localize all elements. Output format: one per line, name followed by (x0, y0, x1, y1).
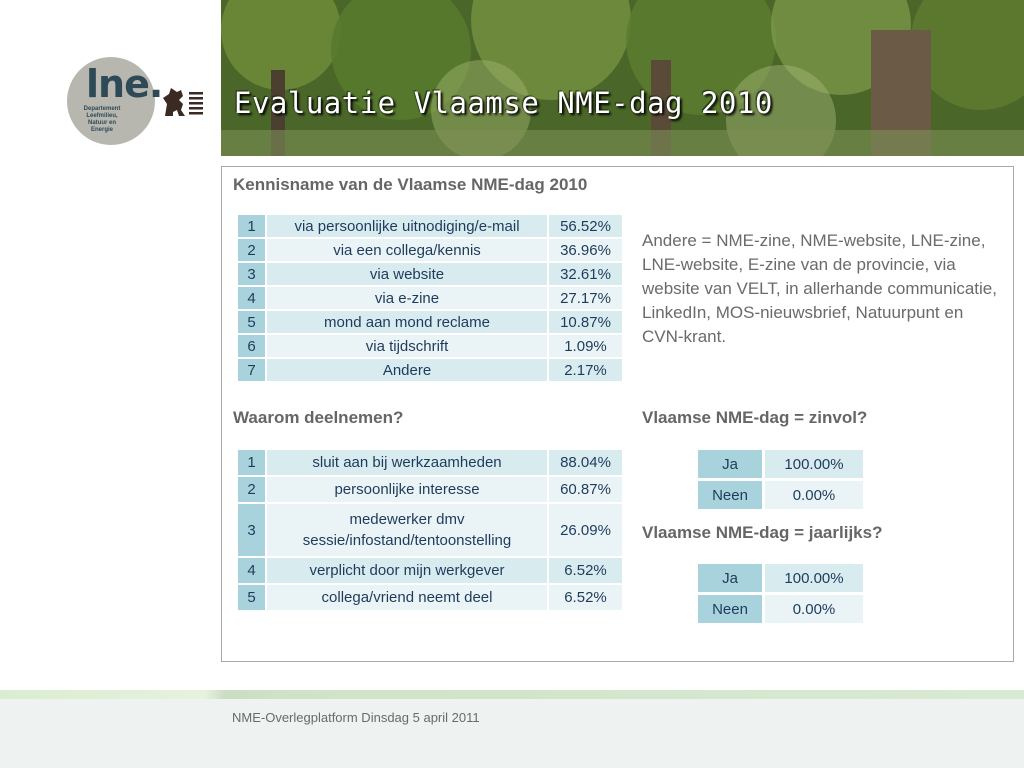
table-row (238, 450, 622, 475)
label-cell: persoonlijke interesse (267, 477, 547, 502)
footer-text: NME-Overlegplatform Dinsdag 5 april 2011 (232, 710, 480, 725)
tree-banner-image (221, 0, 1024, 156)
percent-cell: 6.52% (549, 558, 622, 583)
table-row (238, 335, 622, 357)
answer-key-cell: Ja (698, 450, 762, 478)
answer-key-cell: Neen (698, 595, 762, 623)
label-cell: mond aan mond reclame (267, 311, 547, 333)
andere-note: Andere = NME-zine, NME-website, LNE-zine, LNE-website, E-zine van de provincie, via website van VELT, in allerhande communicatie, LinkedIn, MOS-nieuwsbrief, Natuurpunt en CVN-krant. (642, 231, 997, 346)
footer-stripe (0, 690, 1024, 699)
percent-cell: 2.17% (549, 359, 622, 381)
table-row (698, 481, 863, 509)
label-cell: via persoonlijke uitnodiging/e-mail (267, 215, 547, 237)
table-row (698, 595, 863, 623)
section-title-kennisname: Kennisname van de Vlaamse NME-dag 2010 (233, 175, 588, 194)
table-row (238, 287, 622, 309)
waarom-table (236, 448, 624, 612)
percent-cell: 32.61% (549, 263, 622, 285)
label-cell: via tijdschrift (267, 335, 547, 357)
table-row (238, 558, 622, 583)
section-title-jaarlijks: Vlaamse NME-dag = jaarlijks? (642, 523, 883, 542)
table-row (238, 263, 622, 285)
percent-cell: 36.96% (549, 239, 622, 261)
answer-key-cell: Neen (698, 481, 762, 509)
percent-cell: 60.87% (549, 477, 622, 502)
logo-subtitle-line: Leefmilieu, (86, 113, 118, 119)
label-cell: medewerker dmv sessie/infostand/tentoonstelling (267, 504, 547, 556)
logo-subtitle-line: Natuur en (87, 120, 116, 126)
answer-value-cell: 0.00% (765, 595, 863, 623)
kennisname-table (236, 213, 624, 383)
table-row (238, 585, 622, 610)
section-title-zinvol: Vlaamse NME-dag = zinvol? (642, 408, 868, 427)
rank-cell: 4 (238, 558, 265, 583)
table-row (238, 477, 622, 502)
rank-cell: 4 (238, 287, 265, 309)
table-row (238, 215, 622, 237)
rank-cell: 1 (238, 450, 265, 475)
logo-subtitle-line: Departement (83, 106, 121, 112)
table-row (238, 359, 622, 381)
percent-cell: 10.87% (549, 311, 622, 333)
lne-logo-text: lne. (86, 62, 163, 106)
answer-value-cell: 100.00% (765, 564, 863, 592)
section-title-waarom: Waarom deelnemen? (233, 408, 404, 427)
rank-cell: 6 (238, 335, 265, 357)
label-cell: Andere (267, 359, 547, 381)
rank-cell: 2 (238, 239, 265, 261)
rank-cell: 5 (238, 585, 265, 610)
label-cell: via een collega/kennis (267, 239, 547, 261)
percent-cell: 1.09% (549, 335, 622, 357)
label-cell: sluit aan bij werkzaamheden (267, 450, 547, 475)
slide-header (0, 0, 1024, 156)
percent-cell: 6.52% (549, 585, 622, 610)
rank-cell: 3 (238, 263, 265, 285)
table-row (238, 311, 622, 333)
jaarlijks-table (695, 561, 866, 626)
logo-subtitle-line: Energie (90, 127, 113, 133)
answer-key-cell: Ja (698, 564, 762, 592)
percent-cell: 26.09% (549, 504, 622, 556)
label-cell: via website (267, 263, 547, 285)
label-cell: via e-zine (267, 287, 547, 309)
rank-cell: 7 (238, 359, 265, 381)
lne-logo-subtitle (80, 106, 124, 134)
table-row (238, 504, 622, 556)
rank-cell: 5 (238, 311, 265, 333)
label-cell: collega/vriend neemt deel (267, 585, 547, 610)
answer-value-cell: 100.00% (765, 450, 863, 478)
table-row (698, 564, 863, 592)
zinvol-table (695, 447, 866, 512)
flemish-lion-icon (161, 86, 207, 120)
percent-cell: 56.52% (549, 215, 622, 237)
percent-cell: 88.04% (549, 450, 622, 475)
label-cell: verplicht door mijn werkgever (267, 558, 547, 583)
rank-cell: 2 (238, 477, 265, 502)
percent-cell: 27.17% (549, 287, 622, 309)
table-row (238, 239, 622, 261)
rank-cell: 3 (238, 504, 265, 556)
page-title: Evaluatie Vlaamse NME-dag 2010 (234, 86, 773, 120)
table-row (698, 450, 863, 478)
logo-area (0, 0, 221, 156)
answer-value-cell: 0.00% (765, 481, 863, 509)
footer-band (0, 690, 1024, 768)
rank-cell: 1 (238, 215, 265, 237)
